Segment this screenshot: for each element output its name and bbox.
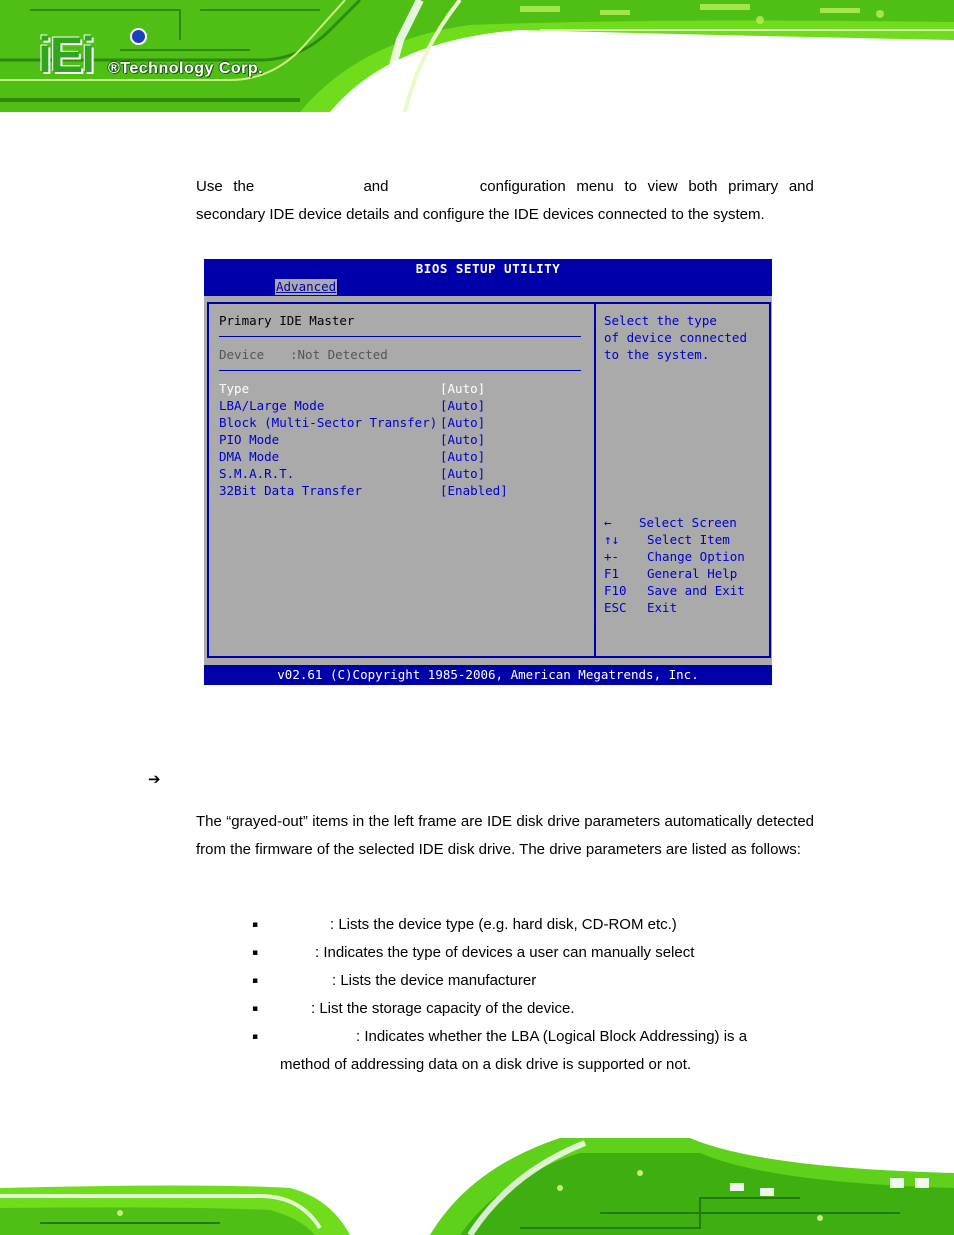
company-logo bbox=[38, 27, 298, 83]
bios-left-panel bbox=[209, 304, 594, 656]
intro-line-2: secondary IDE device details and configure the IDE devices connected to the system. bbox=[196, 206, 765, 223]
bios-key: +- bbox=[604, 549, 620, 564]
bullet-text: : Lists the device type (e.g. hard disk, CD-ROM etc.) bbox=[330, 916, 677, 933]
intro-word: both bbox=[688, 178, 718, 195]
bullet-icon: ▪ bbox=[252, 920, 259, 930]
intro-word: view bbox=[647, 178, 678, 195]
list-item bbox=[252, 1023, 812, 1051]
bios-key-action: Save and Exit bbox=[647, 583, 745, 598]
bios-key-action: Change Option bbox=[647, 549, 745, 564]
bios-option-label[interactable]: 32Bit Data Transfer bbox=[219, 483, 362, 498]
bios-title: BIOS SETUP UTILITY bbox=[204, 259, 772, 278]
arrow-right-icon: ➔ bbox=[148, 770, 161, 788]
bios-key: ← bbox=[604, 515, 612, 530]
list-item bbox=[252, 939, 812, 967]
intro-word: and bbox=[363, 178, 389, 195]
bios-option-value[interactable]: [Enabled] bbox=[440, 483, 508, 498]
intro-word: to bbox=[624, 178, 638, 195]
bullet-icon: ▪ bbox=[252, 1004, 259, 1014]
bios-option-label[interactable]: Type bbox=[219, 381, 250, 396]
bios-help-line: Select the type bbox=[604, 313, 717, 328]
bios-tab-advanced[interactable]: Advanced bbox=[276, 279, 337, 294]
bios-divider-line bbox=[219, 370, 581, 371]
bios-heading: Primary IDE Master bbox=[219, 313, 355, 328]
bullet-text: : List the storage capacity of the device. bbox=[311, 1000, 575, 1017]
bios-option-value[interactable]: [Auto] bbox=[440, 415, 486, 430]
intro-word: Use bbox=[196, 178, 223, 195]
bios-menu-bar bbox=[204, 278, 772, 296]
header-banner bbox=[0, 0, 954, 112]
bullet-text: : Indicates the type of devices a user can manually select bbox=[315, 944, 695, 961]
bullet-continuation: method of addressing data on a disk drive is supported or not. bbox=[280, 1056, 692, 1073]
bios-help-line: of device connected bbox=[604, 330, 747, 345]
bios-option-label[interactable]: LBA/Large Mode bbox=[219, 398, 325, 413]
bios-option-value[interactable]: [Auto] bbox=[440, 381, 486, 396]
intro-line-1 bbox=[196, 173, 814, 201]
bios-key: F10 bbox=[604, 583, 627, 598]
bios-divider-line bbox=[219, 336, 581, 337]
bios-option-label[interactable]: Block (Multi-Sector Transfer) bbox=[219, 415, 438, 430]
bios-option-value[interactable]: [Auto] bbox=[440, 466, 486, 481]
logo-dot-icon bbox=[130, 28, 147, 45]
bios-option-value[interactable]: [Auto] bbox=[440, 432, 486, 447]
bios-device-value: :Not Detected bbox=[290, 347, 388, 362]
bios-key-action: Select Item bbox=[647, 532, 730, 547]
bios-option-value[interactable]: [Auto] bbox=[440, 398, 486, 413]
bios-copyright-footer: v02.61 (C)Copyright 1985-2006, American Megatrends, Inc. bbox=[204, 665, 772, 685]
intro-word: the bbox=[233, 178, 255, 195]
bullet-text: : Indicates whether the LBA (Logical Block Addressing) is a bbox=[356, 1028, 748, 1045]
bios-key: ↑↓ bbox=[604, 532, 620, 547]
intro-word: configuration bbox=[479, 178, 566, 195]
bios-key: F1 bbox=[604, 566, 620, 581]
bios-key-action: Select Screen bbox=[639, 515, 737, 530]
intro-word: primary bbox=[728, 178, 779, 195]
bios-key-action: Exit bbox=[647, 600, 678, 615]
bios-help-panel bbox=[596, 304, 769, 656]
bullet-text: : Lists the device manufacturer bbox=[332, 972, 537, 989]
list-item bbox=[252, 995, 812, 1023]
bullet-icon: ▪ bbox=[252, 948, 259, 958]
intro-word: menu bbox=[576, 178, 614, 195]
bios-frame bbox=[207, 302, 771, 658]
intro-gap bbox=[399, 173, 469, 201]
bios-help-line: to the system. bbox=[604, 347, 710, 362]
bios-option-value[interactable]: [Auto] bbox=[440, 449, 486, 464]
circuit-board-graphic bbox=[0, 1128, 954, 1235]
bullet-icon: ▪ bbox=[252, 976, 259, 986]
logo-mark: iEi bbox=[38, 27, 94, 83]
bios-option-label[interactable]: S.M.A.R.T. bbox=[219, 466, 295, 481]
intro-word: and bbox=[788, 178, 814, 195]
list-item bbox=[252, 967, 812, 995]
intro-paragraph bbox=[196, 173, 814, 229]
body-paragraph: The “grayed-out” items in the left frame are IDE disk drive parameters automatically detected from the firmware of the selected IDE disk drive. The drive parameters are listed as follows: bbox=[196, 813, 814, 858]
footer-banner bbox=[0, 1128, 954, 1235]
bios-key-action: General Help bbox=[647, 566, 738, 581]
bios-device-label: Device bbox=[219, 347, 265, 362]
bios-option-label[interactable]: PIO Mode bbox=[219, 432, 280, 447]
list-item bbox=[252, 911, 812, 939]
bios-screen bbox=[204, 259, 772, 685]
bios-key: ESC bbox=[604, 600, 627, 615]
bios-option-label[interactable]: DMA Mode bbox=[219, 449, 280, 464]
bullet-icon: ▪ bbox=[252, 1032, 259, 1042]
logo-text: ®Technology Corp. bbox=[108, 60, 264, 77]
bullet-list bbox=[252, 911, 812, 1079]
intro-gap bbox=[265, 173, 353, 201]
